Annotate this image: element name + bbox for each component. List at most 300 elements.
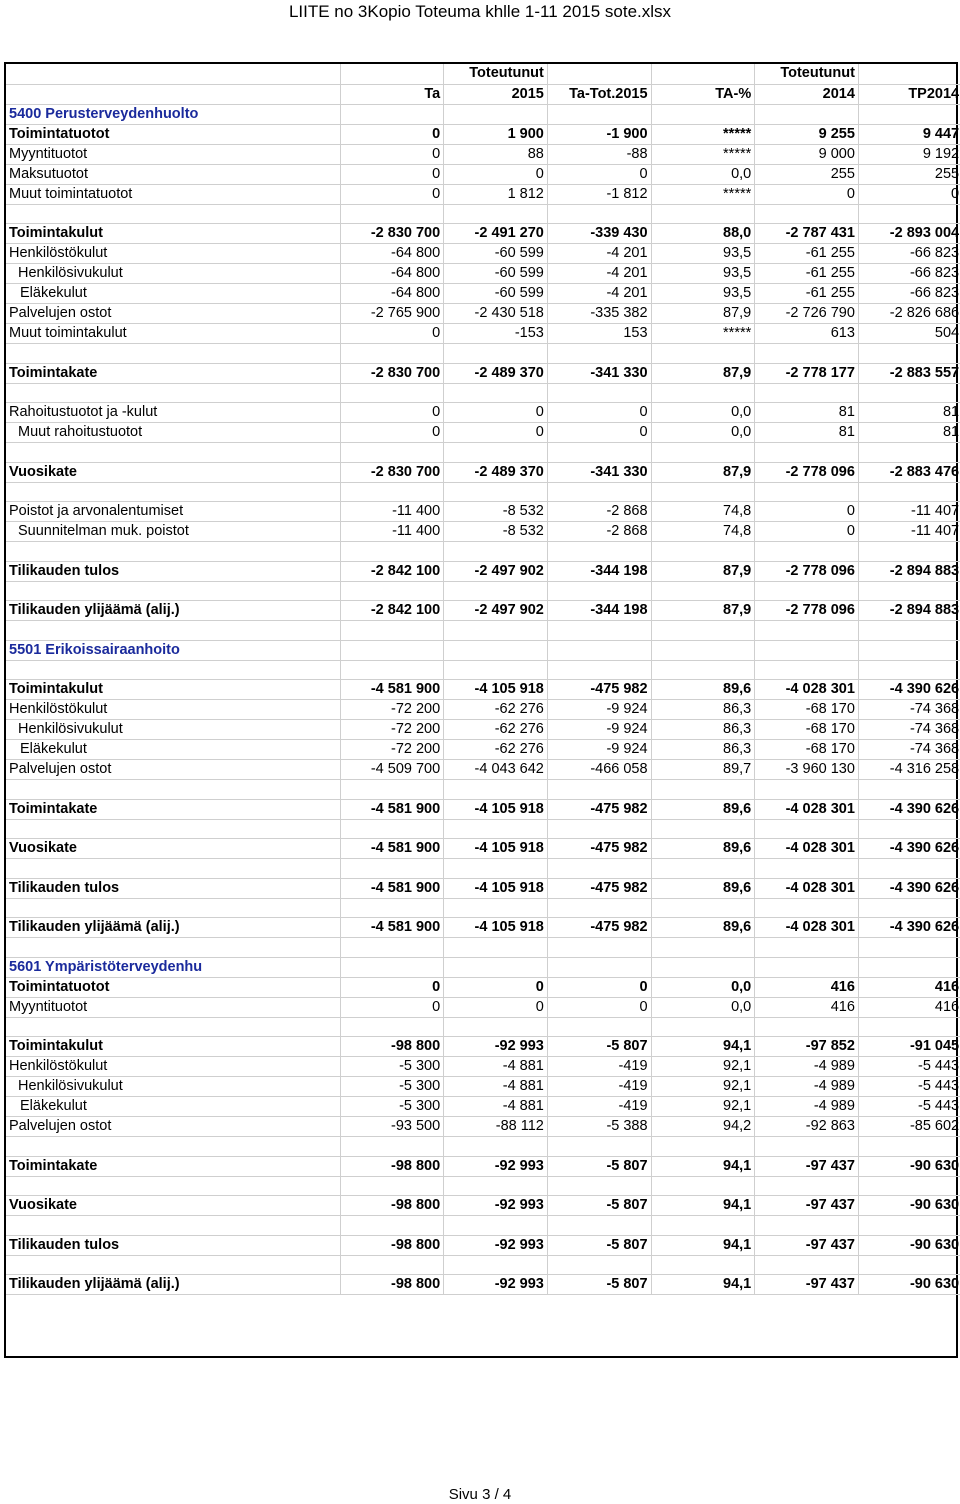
blank-row — [6, 819, 960, 839]
header-cell-ta: Ta — [340, 84, 444, 104]
value-cell: -61 255 — [755, 244, 859, 264]
value-cell: -62 276 — [444, 720, 548, 740]
row-label: 5400 Perusterveydenhuolto — [6, 104, 340, 124]
value-cell: 9 447 — [858, 124, 960, 144]
table-row — [6, 144, 960, 164]
row-label: Toimintatuotot — [6, 977, 340, 997]
value-cell: -62 276 — [444, 700, 548, 720]
value-cell: 9 255 — [755, 124, 859, 144]
value-cell: -11 400 — [340, 522, 444, 542]
header-cell: Toteutunut — [755, 64, 859, 84]
row-label — [6, 1216, 340, 1236]
value-cell: 0 — [444, 997, 548, 1017]
value-cell: 0,0 — [651, 997, 755, 1017]
value-cell: 87,9 — [651, 462, 755, 482]
value-cell: 92,1 — [651, 1057, 755, 1077]
value-cell: 0,0 — [651, 403, 755, 423]
row-label: Eläkekulut — [6, 740, 340, 760]
value-cell — [651, 957, 755, 977]
value-cell — [651, 859, 755, 879]
row-label — [6, 1176, 340, 1196]
value-cell — [651, 898, 755, 918]
header-cell — [6, 64, 340, 84]
value-cell: 0 — [340, 324, 444, 344]
table-row — [6, 184, 960, 204]
value-cell: -4 201 — [547, 244, 651, 264]
value-cell — [547, 819, 651, 839]
value-cell: -11 400 — [340, 502, 444, 522]
value-cell — [547, 660, 651, 680]
value-cell: -4 201 — [547, 284, 651, 304]
value-cell — [340, 344, 444, 364]
value-cell: 0 — [547, 977, 651, 997]
value-cell: 9 000 — [755, 144, 859, 164]
value-cell — [340, 898, 444, 918]
value-cell — [444, 482, 548, 502]
row-label: Maksutuotot — [6, 164, 340, 184]
row-label: Palvelujen ostot — [6, 760, 340, 780]
value-cell — [340, 1017, 444, 1037]
value-cell: -72 200 — [340, 740, 444, 760]
value-cell — [547, 898, 651, 918]
value-cell: -4 509 700 — [340, 760, 444, 780]
value-cell — [755, 344, 859, 364]
value-cell — [340, 383, 444, 403]
value-cell: -68 170 — [755, 720, 859, 740]
table-row — [6, 760, 960, 780]
value-cell — [651, 660, 755, 680]
value-cell: 0 — [340, 423, 444, 443]
row-label: Toimintakulut — [6, 1037, 340, 1057]
table-row — [6, 403, 960, 423]
row-label: Eläkekulut — [6, 1097, 340, 1117]
value-cell: 0 — [547, 997, 651, 1017]
value-cell: 89,6 — [651, 799, 755, 819]
value-cell: 81 — [858, 423, 960, 443]
value-cell: 0,0 — [651, 164, 755, 184]
value-cell — [651, 581, 755, 601]
value-cell: 0 — [444, 977, 548, 997]
table-row — [6, 1156, 960, 1176]
value-cell: -4 881 — [444, 1077, 548, 1097]
value-cell — [858, 344, 960, 364]
value-cell — [858, 660, 960, 680]
value-cell — [755, 898, 859, 918]
value-cell — [755, 1176, 859, 1196]
section-header-row — [6, 640, 960, 660]
table-row — [6, 363, 960, 383]
table-row — [6, 1275, 960, 1295]
value-cell: 92,1 — [651, 1077, 755, 1097]
value-cell — [651, 938, 755, 958]
value-cell: -61 255 — [755, 284, 859, 304]
table-row — [6, 601, 960, 621]
value-cell: -419 — [547, 1057, 651, 1077]
value-cell — [444, 780, 548, 800]
table-row — [6, 164, 960, 184]
value-cell — [651, 1255, 755, 1275]
value-cell — [858, 443, 960, 463]
row-label — [6, 819, 340, 839]
value-cell: 255 — [858, 164, 960, 184]
value-cell: -2 826 686 — [858, 304, 960, 324]
value-cell: -2 430 518 — [444, 304, 548, 324]
value-cell: -5 807 — [547, 1156, 651, 1176]
value-cell: -475 982 — [547, 839, 651, 859]
value-cell: -74 368 — [858, 740, 960, 760]
value-cell — [444, 898, 548, 918]
table-row — [6, 799, 960, 819]
value-cell: -339 430 — [547, 224, 651, 244]
row-label: Rahoitustuotot ja -kulut — [6, 403, 340, 423]
value-cell — [858, 1255, 960, 1275]
row-label — [6, 938, 340, 958]
value-cell: -2 778 096 — [755, 601, 859, 621]
row-label: Toimintakate — [6, 799, 340, 819]
value-cell — [444, 660, 548, 680]
value-cell: -4 881 — [444, 1097, 548, 1117]
value-cell: -2 883 476 — [858, 462, 960, 482]
value-cell: 504 — [858, 324, 960, 344]
value-cell: 0 — [858, 184, 960, 204]
table-row — [6, 423, 960, 443]
value-cell — [547, 859, 651, 879]
value-cell: -88 112 — [444, 1117, 548, 1137]
table-row — [6, 680, 960, 700]
table-row — [6, 1037, 960, 1057]
value-cell — [858, 1137, 960, 1157]
value-cell: ***** — [651, 184, 755, 204]
value-cell: 94,1 — [651, 1156, 755, 1176]
value-cell: -5 807 — [547, 1196, 651, 1216]
value-cell: 94,1 — [651, 1037, 755, 1057]
value-cell: -91 045 — [858, 1037, 960, 1057]
table-row — [6, 124, 960, 144]
value-cell: -72 200 — [340, 720, 444, 740]
value-cell: 0 — [340, 997, 444, 1017]
value-cell — [755, 819, 859, 839]
value-cell — [340, 482, 444, 502]
value-cell — [651, 1216, 755, 1236]
value-cell: -419 — [547, 1097, 651, 1117]
value-cell — [755, 957, 859, 977]
value-cell — [547, 204, 651, 224]
value-cell — [755, 780, 859, 800]
header-row-1 — [6, 64, 960, 84]
value-cell: 0 — [755, 184, 859, 204]
row-label — [6, 1255, 340, 1275]
value-cell — [444, 938, 548, 958]
value-cell: 93,5 — [651, 244, 755, 264]
value-cell — [755, 104, 859, 124]
value-cell: -2 778 177 — [755, 363, 859, 383]
value-cell: 0 — [444, 423, 548, 443]
row-label — [6, 581, 340, 601]
value-cell: 613 — [755, 324, 859, 344]
value-cell: -2 893 004 — [858, 224, 960, 244]
value-cell — [651, 1176, 755, 1196]
value-cell: -68 170 — [755, 700, 859, 720]
row-label: Henkilösivukulut — [6, 720, 340, 740]
value-cell: -2 883 557 — [858, 363, 960, 383]
table-row — [6, 522, 960, 542]
value-cell: 1 900 — [444, 124, 548, 144]
table-row — [6, 304, 960, 324]
value-cell: -475 982 — [547, 680, 651, 700]
page-footer: Sivu 3 / 4 — [448, 1486, 512, 1503]
value-cell: -90 630 — [858, 1275, 960, 1295]
value-cell: 0 — [444, 164, 548, 184]
value-cell: 89,6 — [651, 878, 755, 898]
value-cell: -9 924 — [547, 720, 651, 740]
value-cell — [651, 819, 755, 839]
row-label — [6, 780, 340, 800]
row-label: Muut toimintakulut — [6, 324, 340, 344]
value-cell — [547, 542, 651, 562]
value-cell — [444, 640, 548, 660]
header-cell — [340, 64, 444, 84]
table-row — [6, 502, 960, 522]
value-cell: 87,9 — [651, 304, 755, 324]
value-cell — [755, 859, 859, 879]
value-cell: -66 823 — [858, 244, 960, 264]
value-cell: 416 — [755, 997, 859, 1017]
value-cell — [547, 621, 651, 641]
value-cell: -4 316 258 — [858, 760, 960, 780]
value-cell: -62 276 — [444, 740, 548, 760]
value-cell: -60 599 — [444, 244, 548, 264]
value-cell — [858, 819, 960, 839]
value-cell: -8 532 — [444, 502, 548, 522]
table-row — [6, 839, 960, 859]
blank-row — [6, 938, 960, 958]
value-cell: -4 989 — [755, 1057, 859, 1077]
blank-row — [6, 482, 960, 502]
value-cell: -64 800 — [340, 284, 444, 304]
row-label — [6, 621, 340, 641]
value-cell: -2 894 883 — [858, 561, 960, 581]
value-cell: -341 330 — [547, 462, 651, 482]
row-label: 5501 Erikoissairaanhoito — [6, 640, 340, 660]
header-cell-tp2014: TP2014 — [858, 84, 960, 104]
value-cell: -60 599 — [444, 264, 548, 284]
blank-row — [6, 383, 960, 403]
value-cell — [858, 204, 960, 224]
table-row — [6, 284, 960, 304]
value-cell: -4 390 626 — [858, 680, 960, 700]
value-cell — [444, 957, 548, 977]
value-cell — [755, 640, 859, 660]
value-cell: -4 881 — [444, 1057, 548, 1077]
row-label — [6, 542, 340, 562]
value-cell: -66 823 — [858, 284, 960, 304]
row-label — [6, 344, 340, 364]
row-label: Henkilöstökulut — [6, 700, 340, 720]
value-cell: 81 — [755, 423, 859, 443]
table-row — [6, 1117, 960, 1137]
value-cell — [340, 204, 444, 224]
value-cell: 94,1 — [651, 1196, 755, 1216]
table-row — [6, 1235, 960, 1255]
blank-row — [6, 204, 960, 224]
value-cell: -4 201 — [547, 264, 651, 284]
value-cell: -4 028 301 — [755, 799, 859, 819]
value-cell: -61 255 — [755, 264, 859, 284]
value-cell — [858, 898, 960, 918]
header-cell — [6, 84, 340, 104]
blank-row — [6, 898, 960, 918]
value-cell — [444, 581, 548, 601]
value-cell — [444, 204, 548, 224]
value-cell — [755, 1255, 859, 1275]
value-cell — [755, 1137, 859, 1157]
value-cell: -4 581 900 — [340, 680, 444, 700]
value-cell: -2 765 900 — [340, 304, 444, 324]
value-cell: 81 — [755, 403, 859, 423]
value-cell: -2 778 096 — [755, 462, 859, 482]
row-label: Vuosikate — [6, 1196, 340, 1216]
value-cell — [547, 383, 651, 403]
value-cell: -4 105 918 — [444, 680, 548, 700]
value-cell — [444, 1176, 548, 1196]
value-cell: 416 — [755, 977, 859, 997]
value-cell: ***** — [651, 324, 755, 344]
value-cell: -72 200 — [340, 700, 444, 720]
value-cell: 0 — [755, 522, 859, 542]
table-row — [6, 264, 960, 284]
value-cell: ***** — [651, 144, 755, 164]
value-cell — [755, 443, 859, 463]
value-cell — [651, 780, 755, 800]
value-cell — [340, 443, 444, 463]
value-cell — [755, 581, 859, 601]
value-cell — [547, 938, 651, 958]
value-cell — [651, 104, 755, 124]
value-cell — [444, 443, 548, 463]
value-cell: -475 982 — [547, 878, 651, 898]
value-cell — [858, 780, 960, 800]
header-cell: Toteutunut — [444, 64, 548, 84]
value-cell: 87,9 — [651, 363, 755, 383]
value-cell — [444, 1017, 548, 1037]
value-cell: 94,1 — [651, 1275, 755, 1295]
value-cell: -9 924 — [547, 700, 651, 720]
value-cell — [651, 482, 755, 502]
blank-row — [6, 780, 960, 800]
value-cell: 89,7 — [651, 760, 755, 780]
value-cell: -64 800 — [340, 264, 444, 284]
header-cell — [858, 64, 960, 84]
value-cell: -4 989 — [755, 1077, 859, 1097]
value-cell — [340, 660, 444, 680]
value-cell: -90 630 — [858, 1235, 960, 1255]
value-cell — [340, 1216, 444, 1236]
value-cell — [340, 1137, 444, 1157]
value-cell: -2 489 370 — [444, 363, 548, 383]
value-cell: -88 — [547, 144, 651, 164]
value-cell: -4 028 301 — [755, 680, 859, 700]
value-cell — [547, 1017, 651, 1037]
value-cell — [444, 621, 548, 641]
row-label: Tilikauden ylijäämä (alij.) — [6, 601, 340, 621]
value-cell: -2 830 700 — [340, 462, 444, 482]
header-cell-ta-percent: TA-% — [651, 84, 755, 104]
value-cell — [651, 443, 755, 463]
value-cell: 0 — [444, 403, 548, 423]
value-cell: 88,0 — [651, 224, 755, 244]
value-cell: -2 830 700 — [340, 363, 444, 383]
value-cell: -5 300 — [340, 1057, 444, 1077]
value-cell: -4 028 301 — [755, 878, 859, 898]
value-cell: -66 823 — [858, 264, 960, 284]
table-row — [6, 997, 960, 1017]
row-label — [6, 859, 340, 879]
value-cell: -2 778 096 — [755, 561, 859, 581]
value-cell: 74,8 — [651, 522, 755, 542]
value-cell: 0,0 — [651, 423, 755, 443]
value-cell: -5 807 — [547, 1037, 651, 1057]
blank-row — [6, 344, 960, 364]
row-label: Vuosikate — [6, 839, 340, 859]
document-title: LIITE no 3Kopio Toteuma khlle 1-11 2015 sote.xlsx — [288, 2, 672, 21]
value-cell: -5 388 — [547, 1117, 651, 1137]
value-cell: 0 — [340, 164, 444, 184]
value-cell: 94,2 — [651, 1117, 755, 1137]
value-cell — [858, 621, 960, 641]
value-cell: 93,5 — [651, 264, 755, 284]
value-cell: -97 437 — [755, 1196, 859, 1216]
value-cell: -9 924 — [547, 740, 651, 760]
row-label: Suunnitelman muk. poistot — [6, 522, 340, 542]
value-cell: -90 630 — [858, 1196, 960, 1216]
row-label — [6, 660, 340, 680]
value-cell — [340, 1176, 444, 1196]
table-row — [6, 324, 960, 344]
value-cell — [547, 1255, 651, 1275]
table-row — [6, 977, 960, 997]
header-cell-toteutunut-2015: 2015 — [444, 84, 548, 104]
value-cell: -92 993 — [444, 1235, 548, 1255]
value-cell: -3 960 130 — [755, 760, 859, 780]
value-cell — [444, 104, 548, 124]
value-cell — [547, 1176, 651, 1196]
value-cell — [340, 542, 444, 562]
value-cell — [340, 780, 444, 800]
row-label: Tilikauden ylijäämä (alij.) — [6, 1275, 340, 1295]
report-table — [6, 64, 960, 1295]
value-cell — [547, 1137, 651, 1157]
value-cell — [340, 1255, 444, 1275]
value-cell — [651, 542, 755, 562]
value-cell: 0 — [547, 164, 651, 184]
row-label: Henkilösivukulut — [6, 1077, 340, 1097]
value-cell: 0 — [547, 423, 651, 443]
value-cell — [858, 1017, 960, 1037]
blank-row — [6, 1017, 960, 1037]
row-label — [6, 204, 340, 224]
value-cell: 94,1 — [651, 1235, 755, 1255]
value-cell: -98 800 — [340, 1037, 444, 1057]
value-cell: -97 437 — [755, 1156, 859, 1176]
row-label — [6, 1017, 340, 1037]
table-row — [6, 462, 960, 482]
value-cell — [755, 482, 859, 502]
value-cell — [340, 640, 444, 660]
value-cell: -5 807 — [547, 1235, 651, 1255]
value-cell: -2 497 902 — [444, 601, 548, 621]
value-cell: 87,9 — [651, 601, 755, 621]
value-cell: -92 993 — [444, 1275, 548, 1295]
